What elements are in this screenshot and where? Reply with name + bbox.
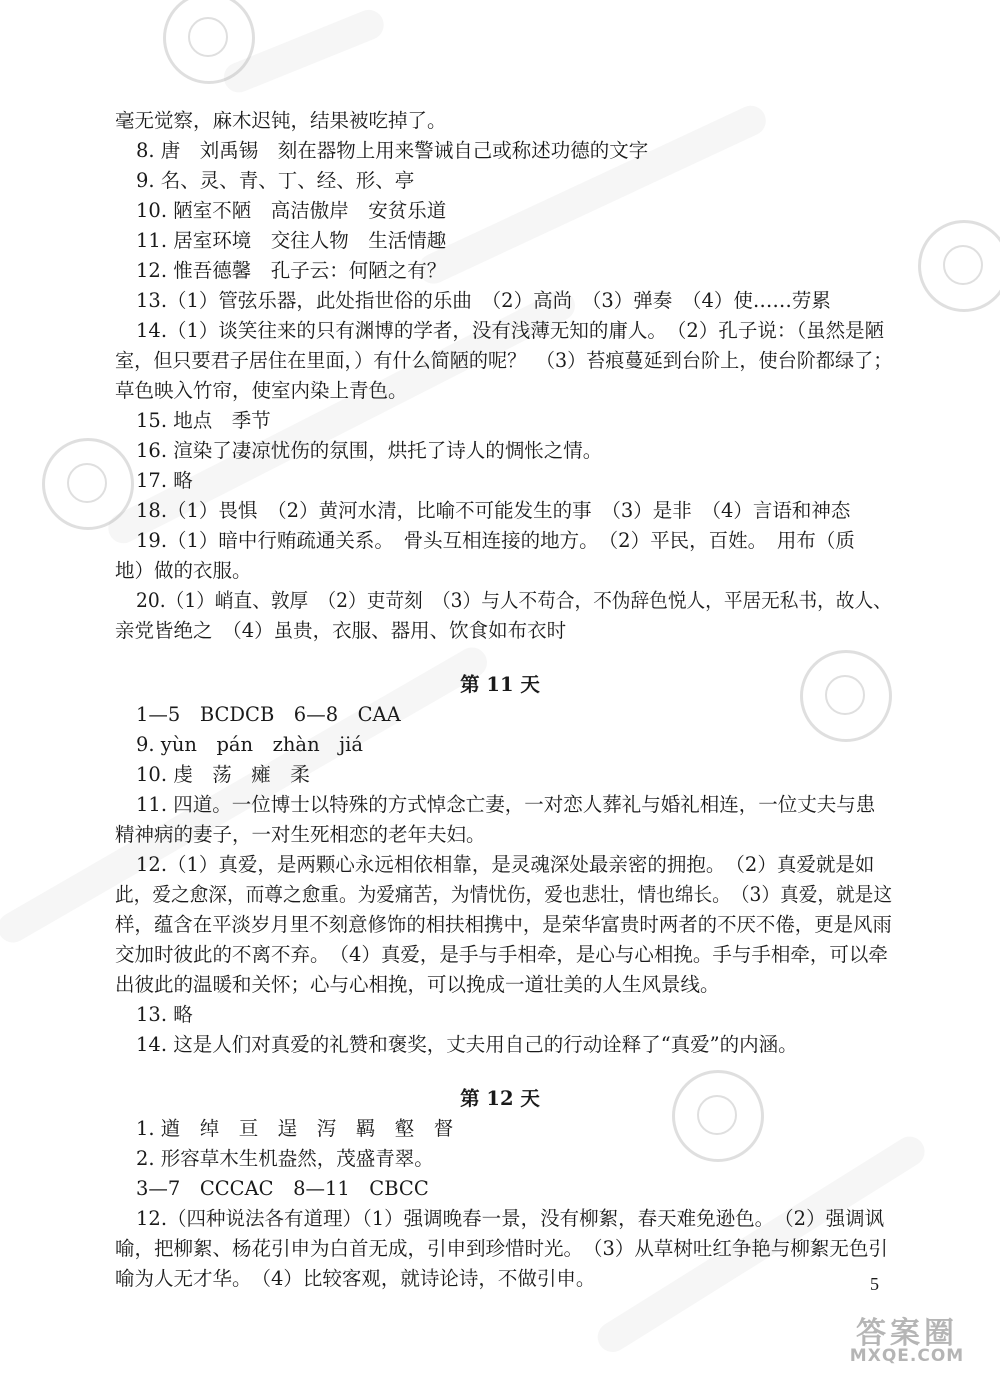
text-line: 8. 唐 刘禹锡 刻在器物上用来警诫自己或称述功德的文字 [136,139,649,162]
section-heading-day-11: 第 11 天 [460,673,540,696]
watermark-logo-title: 答案圈 [856,1316,958,1351]
text-line: 13.（1）管弦乐器，此处指世俗的乐曲 （2）高尚 （3）弹奏 （4）使……劳累 [136,289,831,312]
text-line: 12.（1）真爱，是两颗心永远相依相靠，是灵魂深处最亲密的拥抱。 （2）真爱就是如 [136,853,875,876]
text-line: 1. 遒 绰 亘 逞 泻 羁 壑 督 [136,1117,454,1140]
text-line: 地）做的衣服。 [115,559,252,582]
text-line: 19.（1）暗中行贿疏通关系。 骨头互相连接的地方。 （2）平民，百姓。 用布（质 [136,529,855,552]
page-number: 5 [870,1274,879,1294]
text-line: 喻，把柳絮、杨花引申为白首无成，引申到珍惜时光。 （3）从草树吐红争艳与柳絮无色引 [115,1237,888,1260]
text-line: 精神病的妻子，一对生死相恋的老年夫妇。 [115,823,486,846]
text-line: 18.（1）畏惧 （2）黄河水清，比喻不可能发生的事 （3）是非 （4）言语和神态 [136,499,851,522]
text-line: 10. 陋室不陋 高洁傲岸 安贫乐道 [136,199,447,222]
watermark-logo-url: MXQE.COM [849,1346,965,1366]
text-line: 12.（四种说法各有道理）（1）强调晚春一景，没有柳絮，春天难免逊色。 （2）强调讽 [136,1207,885,1230]
text-line: 13. 略 [136,1003,193,1026]
watermark-band [414,101,771,289]
text-line: 草色映入竹帘，使室内染上青色。 [115,379,408,402]
text-line: 9. 名、灵、青、丁、经、形、亭 [136,169,415,192]
text-line: 16. 渲染了凄凉忧伤的氛围，烘托了诗人的惆怅之情。 [136,439,603,462]
text-line: 9. yùn pán zhàn jiá [136,733,364,756]
text-line: 毫无觉察，麻木迟钝，结果被吃掉了。 [115,109,447,132]
text-line: 14. 这是人们对真爱的礼赞和褒奖，丈夫用自己的行动诠释了“真爱”的内涵。 [136,1033,798,1056]
text-line: 室，但只要君子居住在里面，）有什么简陋的呢？ （3）苔痕蔓延到台阶上，使台阶都绿了； [115,349,893,372]
text-line: 交加时彼此的不离不弃。 （4）真爱，是手与手相牵，是心与心相挽。手与手相牵，可以牵 [115,943,888,966]
text-line: 14.（1）谈笑往来的只有渊博的学者，没有浅薄无知的庸人。 （2）孔子说：（虽然是陋 [136,319,885,342]
text-line: 10. 虔 荡 瘫 柔 [136,763,310,786]
text-line: 2. 形容草木生机盎然，茂盛青翠。 [136,1147,434,1170]
text-line: 15. 地点 季节 [136,409,271,432]
watermark-seal [672,1070,764,1162]
text-line: 11. 居室环境 交往人物 生活情趣 [136,229,447,252]
text-line: 3—7 CCCAC 8—11 CBCC [136,1177,429,1200]
text-line: 样，蕴含在平淡岁月里不刻意修饰的相扶相携中，是荣华富贵时两者的不厌不倦，更是风雨 [115,913,892,936]
watermark-logo [822,1308,992,1368]
text-line: 1—5 BCDCB 6—8 CAA [136,703,401,726]
text-line: 出彼此的温暖和关怀；心与心相挽，可以挽成一道壮美的人生风景线。 [115,973,720,996]
text-line: 亲党皆绝之 （4）虽贵，衣服、器用、饮食如布衣时 [115,619,567,642]
watermark-seal [918,220,1000,312]
text-line: 12. 惟吾德馨 孔子云：何陋之有？ [136,259,447,282]
text-line: 11. 四道。一位博士以特殊的方式悼念亡妻，一对恋人葬礼与婚礼相连，一位丈夫与患 [136,793,876,816]
section-heading-day-12: 第 12 天 [460,1087,540,1110]
text-line: 此，爱之愈深，而尊之愈重。为爱痛苦，为情忧伤，爱也悲壮，情也绵长。 （3）真爱，就是这 [115,883,893,906]
text-line: 20.（1）峭直、敦厚 （2）吏苛刻 （3）与人不苟合，不伪辞色悦人，平居无私书，故人、 [136,589,892,612]
text-line: 17. 略 [136,469,193,492]
text-line: 喻为人无才华。 （4）比较客观，就诗论诗，不做引申。 [115,1267,596,1290]
